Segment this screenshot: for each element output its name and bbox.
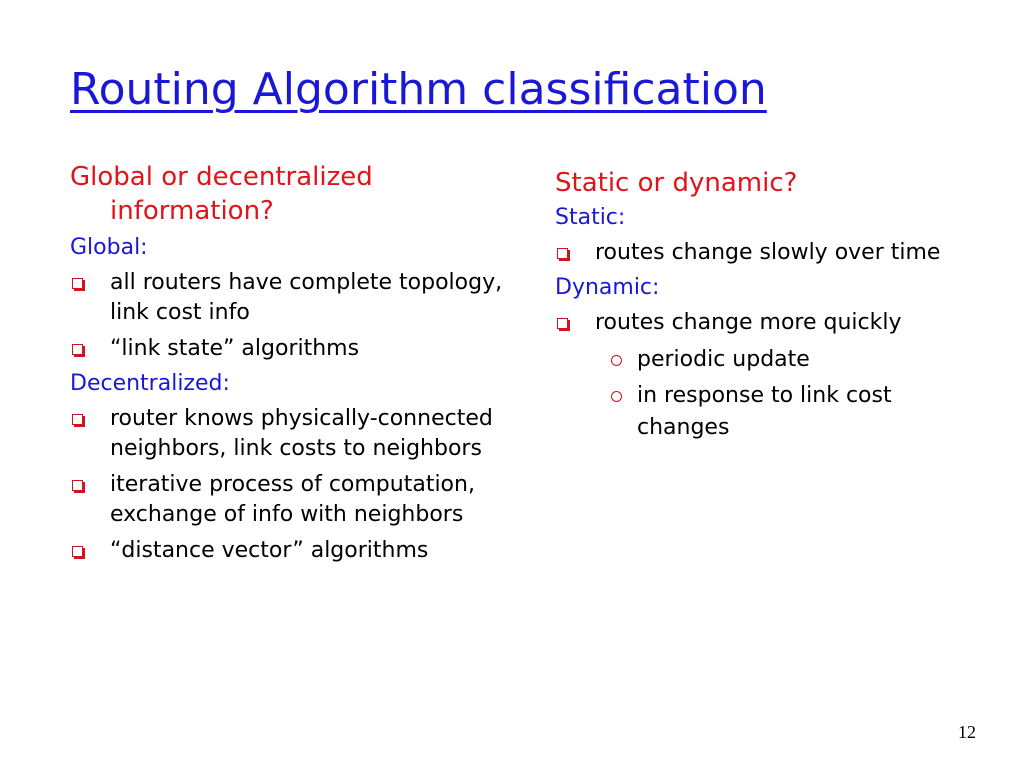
left-heading: Global or decentralized information? (70, 162, 373, 226)
sub-bullet-text: periodic update (637, 347, 810, 372)
circle-bullet-icon (611, 391, 622, 402)
square-bullet-icon (72, 414, 83, 425)
bullet-text: routes change slowly over time (595, 240, 941, 265)
list-item (70, 268, 510, 328)
square-bullet-icon (72, 344, 83, 355)
bullet-text: iterative process of computation, exchange of info with neighbors (110, 472, 475, 527)
square-bullet-icon (72, 546, 83, 557)
left-column (70, 160, 510, 572)
bullet-text: all routers have complete topology, link cost info (110, 270, 503, 325)
bullet-text: “distance vector” algorithms (110, 538, 429, 563)
square-bullet-icon (72, 278, 83, 289)
page-number: 12 (958, 722, 976, 742)
circle-bullet-icon (611, 355, 622, 366)
square-bullet-icon (557, 318, 568, 329)
decentralized-label: Decentralized: (70, 371, 230, 396)
sub-bullet-text: in response to link cost changes (637, 383, 892, 440)
global-label: Global: (70, 235, 148, 260)
bullet-text: router knows physically-connected neighbors, link costs to neighbors (110, 406, 493, 461)
right-column (555, 166, 975, 448)
slide-title: Routing Algorithm classification (70, 64, 767, 115)
square-bullet-icon (72, 480, 83, 491)
square-bullet-icon (557, 248, 568, 259)
bullet-text: routes change more quickly (595, 310, 902, 335)
right-heading: Static or dynamic? (555, 168, 798, 198)
dynamic-label: Dynamic: (555, 275, 660, 300)
list-item (555, 308, 975, 338)
list-item (70, 470, 510, 530)
sub-list-item (555, 344, 975, 376)
list-item (555, 238, 975, 268)
static-label: Static: (555, 205, 626, 230)
list-item (70, 404, 510, 464)
list-item (70, 536, 510, 566)
sub-list-item (555, 380, 975, 444)
list-item (70, 334, 510, 364)
bullet-text: “link state” algorithms (110, 336, 360, 361)
